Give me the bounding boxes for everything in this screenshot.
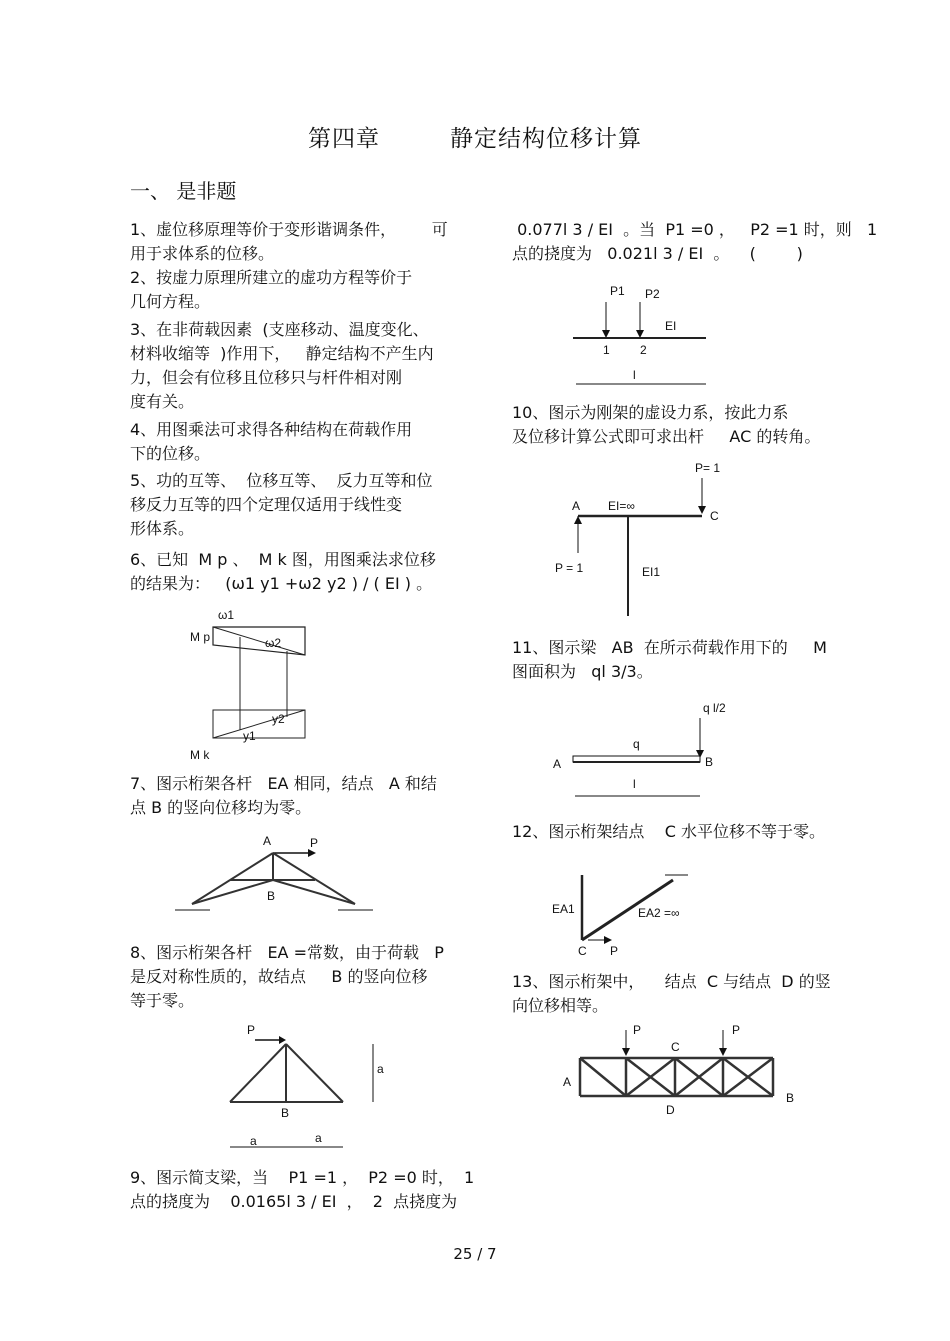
fig6-mk: M k — [190, 748, 210, 762]
fig11-a: A — [553, 757, 562, 771]
fig6-y1: y1 — [243, 729, 256, 743]
question-4: 4、用图乘法可求得各种结构在荷载作用 下的位移。 — [130, 420, 413, 463]
fig8-a-left: a — [250, 1134, 257, 1148]
question-5: 5、功的互等、 位移互等、 反力互等和位 移反力互等的四个定理仅适用于线性变 形体系。 — [130, 471, 433, 538]
fig7-p: P — [310, 836, 319, 850]
fig9-p2: P2 — [645, 287, 660, 301]
fig11-b: B — [705, 755, 714, 769]
figure-7 — [170, 830, 380, 930]
question-9-continued: 0.077l 3 / EI 。当 P1 =0 ， P2 =1 时，则 1 点的挠度为 0.021l 3 / EI 。 ( ) — [512, 220, 878, 263]
fig11-l: l — [633, 777, 636, 791]
page-number: 25 / 7 — [453, 1245, 497, 1263]
question-9: 9、图示简支梁，当 P1 =1 ， P2 =0 时， 1 点的挠度为 0.0165l 3 / EI ， 2 点挠度为 — [130, 1168, 475, 1211]
figure-10 — [550, 458, 740, 623]
fig6-omega2: ω2 — [265, 636, 282, 650]
fig9-node2: 2 — [640, 343, 647, 357]
fig7-a: A — [263, 834, 272, 848]
fig8-b: B — [281, 1106, 290, 1120]
fig8-p: P — [247, 1023, 256, 1037]
fig10-p-bottom: P = 1 — [555, 561, 584, 575]
fig9-p1: P1 — [610, 284, 625, 298]
question-8: 8、图示桁架各杆 EA =常数，由于荷载 P 是反对称性质的，故结点 B 的竖向位移 等于零。 — [130, 943, 444, 1010]
question-6: 6、已知 M p 、 M k 图，用图乘法求位移 的结果为： (ω1 y1 +ω2 y2 ) / ( EI ) 。 — [130, 550, 436, 593]
question-13: 13、图示桁架中， 结点 C 与结点 D 的竖 向位移相等。 — [512, 972, 831, 1015]
fig10-a: A — [572, 499, 581, 513]
question-1: 1、虚位移原理等价于变形谐调条件， 可 用于求体系的位移。 — [130, 220, 448, 263]
fig6-omega1: ω1 — [218, 608, 235, 622]
figure-9 — [548, 280, 718, 390]
fig12-c: C — [578, 944, 587, 958]
fig10-ei1: EI1 — [642, 565, 661, 579]
question-10: 10、图示为刚架的虚设力系，按此力系 及位移计算公式即可求出杆 AC 的转角。 — [512, 403, 821, 446]
fig6-y2: y2 — [272, 712, 285, 726]
fig13-a: A — [563, 1075, 572, 1089]
section-heading: 一、 是非题 — [130, 179, 237, 203]
question-7: 7、图示桁架各杆 EA 相同，结点 A 和结 点 B 的竖向位移均为零。 — [130, 774, 437, 817]
fig13-d: D — [666, 1103, 675, 1117]
figure-11 — [548, 700, 738, 805]
figure-6 — [185, 605, 315, 770]
fig12-ea1: EA1 — [552, 902, 575, 916]
fig6-mp: M p — [190, 630, 211, 644]
figure-8 — [205, 1020, 405, 1150]
fig11-ql2: q l/2 — [703, 701, 726, 715]
fig7-b: B — [267, 889, 276, 903]
question-2: 2、按虚力原理所建立的虚功方程等价于 几何方程。 — [130, 268, 413, 311]
fig12-p: P — [610, 944, 619, 958]
question-3: 3、在非荷载因素 (支座移动、温度变化、 材料收缩等 )作用下， 静定结构不产生内 力，但会有位移且位移只与杆件相对刚 度有关。 — [130, 320, 434, 411]
fig9-l: l — [633, 368, 636, 382]
figure-12 — [548, 865, 718, 960]
page-title — [0, 120, 950, 153]
question-12: 12、图示桁架结点 C 水平位移不等于零。 — [512, 822, 825, 841]
fig9-node1: 1 — [603, 343, 610, 357]
fig10-ei: EI=∞ — [608, 499, 635, 513]
figure-13 — [548, 1020, 808, 1125]
fig10-c: C — [710, 509, 719, 523]
chapter-name: 静定结构位移计算 — [450, 126, 642, 152]
fig11-q: q — [633, 737, 640, 751]
fig9-ei: EI — [665, 319, 677, 333]
question-11: 11、图示梁 AB 在所示荷载作用下的 M 图面积为 ql 3/3。 — [512, 638, 827, 681]
fig13-p-right: P — [732, 1023, 741, 1037]
fig13-p-left: P — [633, 1023, 642, 1037]
fig13-c: C — [671, 1040, 680, 1054]
fig10-p-top: P= 1 — [695, 461, 721, 475]
fig12-ea2: EA2 =∞ — [638, 906, 680, 920]
fig13-b: B — [786, 1091, 795, 1105]
fig8-a-right: a — [315, 1131, 322, 1145]
chapter-number: 第四章 — [308, 126, 380, 152]
fig8-a-height: a — [377, 1062, 384, 1076]
